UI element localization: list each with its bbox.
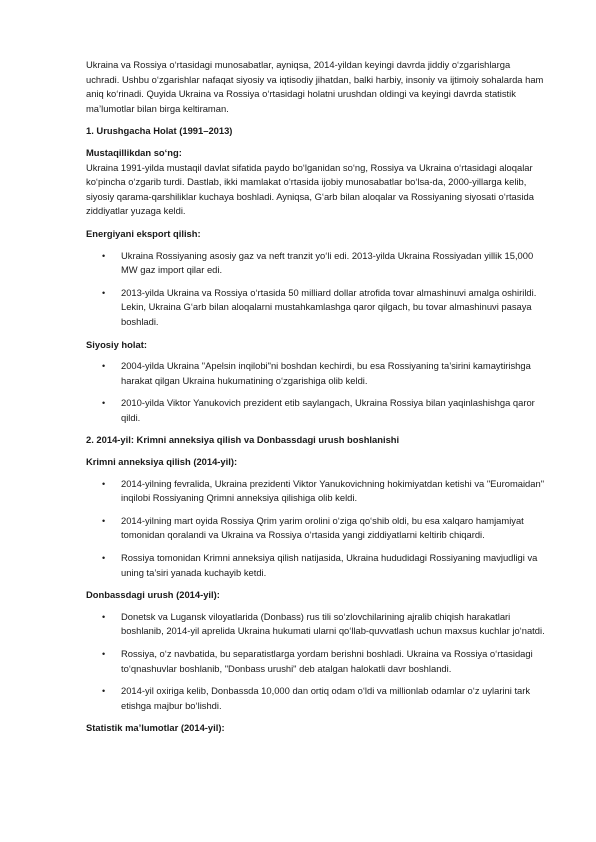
list-item	[86, 647, 546, 676]
list-item	[86, 286, 546, 330]
list-item-text: Rossiya, o‘z navbatida, bu separatistlarga yordam berishni boshladi. Ukraina va Rossiya o‘rtasidagi to‘qnashuvlar boshlanib, "Donbass urushi" deb atalgan halokatli davr boshlandi.	[121, 648, 533, 674]
list-item-text: Ukraina Rossiyaning asosiy gaz va neft tranzit yo‘li edi. 2013-yilda Ukraina Rossiyadan yillik 15,000 MW gaz import qilar edi.	[121, 249, 534, 276]
energy-list	[86, 249, 546, 330]
section-1-heading: 1. Urushgacha Holat (1991–2013)	[86, 125, 233, 137]
crimea-heading: Krimni anneksiya qilish (2014-yil):	[86, 456, 238, 468]
list-item-text: Donetsk va Lugansk viloyatlarida (Donbass) rus tili so‘zlovchilarining ajralib chiqish harakatlari boshlanib, 2014-yil aprelida Ukraina hukumati ularni qo‘llab-quvvatlash uchun maxsus kuchlar jo‘natdi.	[121, 610, 545, 637]
bullet-icon: •	[102, 478, 106, 489]
independence-heading: Mustaqillikdan so‘ng:	[86, 146, 182, 158]
section-2-heading: 2. 2014-yil: Krimni anneksiya qilish va Donbassdagi urush boshlanishi	[86, 434, 400, 446]
bullet-icon: •	[102, 611, 106, 622]
list-item	[86, 551, 546, 580]
list-item	[86, 610, 546, 639]
list-item	[86, 249, 546, 278]
list-item-text: 2014-yilning fevralida, Ukraina prezidenti Viktor Yanukovichning hokimiyatdan ketishi va "Euromaidan" inqilobi Rossiyaning Qrimni anneksiya qilishiga olib keldi.	[121, 477, 545, 504]
list-item-text: Rossiya tomonidan Krimni anneksiya qilish natijasida, Ukraina hududidagi Rossiyaning mavjudligi va uning ta’siri yanada kuchayib ketdi.	[121, 552, 538, 578]
list-item-text: 2010-yilda Viktor Yanukovich prezident etib saylangach, Ukraina Rossiya bilan yaqinlashishga qaror qildi.	[121, 397, 535, 423]
list-item-text: 2014-yil oxiriga kelib, Donbassda 10,000 dan ortiq odam o‘ldi va millionlab odamlar o‘z uylarini tark etishga majbur bo‘lishdi.	[121, 685, 531, 711]
bullet-icon: •	[102, 515, 106, 526]
list-item	[86, 684, 546, 713]
donbass-heading: Donbassdagi urush (2014-yil):	[86, 589, 220, 601]
list-item	[86, 359, 546, 388]
list-item	[86, 477, 546, 506]
bullet-icon: •	[102, 287, 106, 298]
bullet-icon: •	[102, 250, 106, 261]
crimea-list	[86, 477, 546, 581]
donbass-list	[86, 610, 546, 714]
energy-heading: Energiyani eksport qilish:	[86, 227, 201, 239]
list-item-text: 2014-yilning mart oyida Rossiya Qrim yarim orolini o‘ziga qo‘shib oldi, bu esa xalqaro hamjamiyat tomonidan qoralandi va Ukraina va Rossiya o‘rtasida yangi ziddiyatlarni keltirib chiqardi.	[121, 514, 524, 541]
bullet-icon: •	[102, 398, 106, 409]
list-item-text: 2004-yilda Ukraina "Apelsin inqilobi"ni boshdan kechirdi, bu esa Rossiyaning ta’sirini kamaytirishga harakat qilgan Ukraina hukumatining o‘zgarishiga olib keldi.	[121, 360, 531, 386]
bullet-icon: •	[102, 361, 106, 372]
bullet-icon: •	[102, 686, 106, 697]
list-item	[86, 396, 546, 425]
politics-heading: Siyosiy holat:	[86, 338, 147, 350]
bullet-icon: •	[102, 649, 106, 659]
list-item	[86, 514, 546, 543]
politics-list	[86, 359, 546, 425]
stats-heading: Statistik ma’lumotlar (2014-yil):	[86, 722, 225, 734]
list-item-text: 2013-yilda Ukraina va Rossiya o‘rtasida 50 milliard dollar atrofida tovar almashinuvi amalga oshirildi. Lekin, Ukraina G‘arb bilan aloqalarni mustahkamlashga qaror qilgach, bu tovar almashinuvi pasaya boshladi.	[121, 286, 537, 327]
bullet-icon: •	[102, 553, 106, 564]
intro-paragraph: Ukraina va Rossiya o‘rtasidagi munosabatlar, ayniqsa, 2014-yildan keyingi davrda jiddiy o‘zgarishlarga uchradi. Ushbu o‘zgarishlar nafaqat siyosiy va iqtisodiy jihatdan, balki harbiy, insoniy va ijtimoiy sohalarda ham aniq ko‘rinadi. Quyida Ukraina va Rossiya o‘rtasidagi holatni urushdan oldingi va keyingi davrda statistik ma’lumotlar bilan birga keltiraman.	[86, 59, 544, 114]
independence-paragraph: Ukraina 1991-yilda mustaqil davlat sifatida paydo bo‘lganidan so‘ng, Rossiya va Ukraina o‘rtasidagi aloqalar ko‘pincha o‘zgarib turdi. Dastlab, ikki mamlakat o‘rtasida ijobiy munosabatlar bo‘lsa-da, 2000-yillarga kelib, siyosiy qarama-qarshiliklar kuchaya boshladi. Ayniqsa, G‘arb bilan aloqalar va Rossiyaning siyosati o‘rtasida ziddiyatlar yuzaga keldi.	[86, 161, 534, 217]
